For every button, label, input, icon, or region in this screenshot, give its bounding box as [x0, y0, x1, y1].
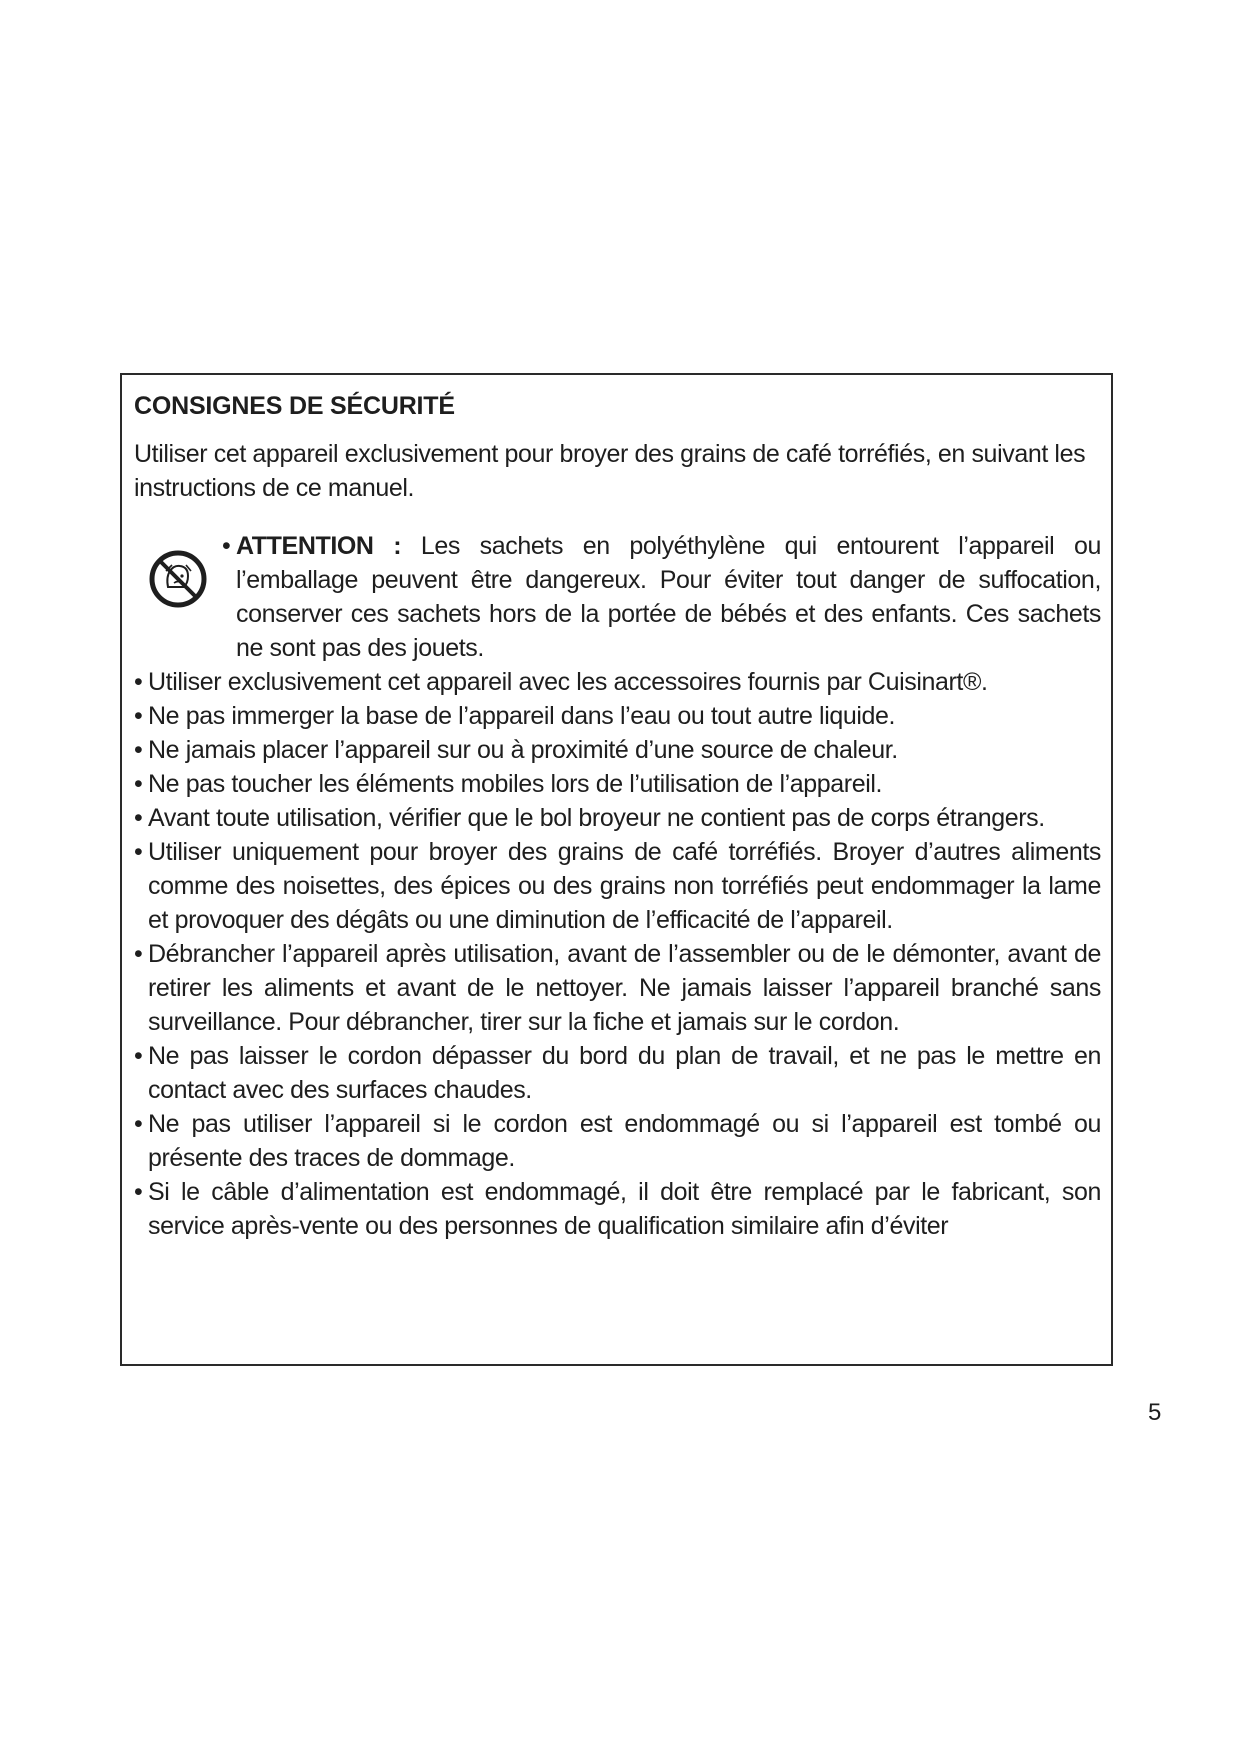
bullet-glyph: •	[134, 702, 143, 730]
bullet-glyph: •	[134, 668, 143, 696]
bullet-glyph: •	[134, 1110, 143, 1138]
list-item-text: Ne pas immerger la base de l’appareil dans l’eau ou tout autre liquide.	[148, 702, 896, 730]
list-item-text: Ne jamais placer l’appareil sur ou à proximité d’une source de chaleur.	[148, 736, 898, 764]
safety-instructions-list	[134, 665, 1101, 1243]
list-item	[134, 733, 1101, 767]
list-item-text: Ne pas toucher les éléments mobiles lors de l’utilisation de l’appareil.	[148, 770, 883, 798]
page-number: 5	[1148, 1399, 1162, 1426]
bullet-glyph: •	[134, 804, 143, 832]
bullet-glyph: •	[134, 838, 143, 866]
list-item-text: Avant toute utilisation, vérifier que le bol broyeur ne contient pas de corps étrangers.	[148, 804, 1045, 832]
safety-notice-box	[120, 373, 1113, 1366]
bullet-glyph: •	[134, 1178, 143, 1206]
list-item-text: Utiliser uniquement pour broyer des grains de café torréfiés. Broyer d’autres aliments comme des noisettes, des épices ou des grains non torréfiés peut endommager la lame et provoquer des dégâts ou une diminution de l’efficacité de l’appareil.	[148, 838, 1101, 934]
list-item	[134, 767, 1101, 801]
list-item-text: Si le câble d’alimentation est endommagé, il doit être remplacé par le fabricant, son service après-vente ou des personnes de qualification similaire afin d’éviter	[148, 1178, 1101, 1240]
warning-body: Les sachets en polyéthylène qui entourent l’appareil ou l’emballage peuvent être dangereux. Pour éviter tout danger de suffocation, conserver ces sachets hors de la portée de bébés et des enfants. Ces sachets ne sont pas des jouets.	[236, 532, 1101, 662]
warning-label: ATTENTION :	[236, 532, 402, 560]
list-item	[134, 835, 1101, 937]
bullet-glyph: •	[134, 1042, 143, 1070]
list-item-text: Ne pas laisser le cordon dépasser du bord du plan de travail, et ne pas le mettre en contact avec des surfaces chaudes.	[148, 1042, 1101, 1104]
no-plastic-bag-suffocation-icon	[148, 549, 208, 609]
list-item	[134, 665, 1101, 699]
intro-paragraph: Utiliser cet appareil exclusivement pour broyer des grains de café torréfiés, en suivant les instructions de ce manuel.	[134, 440, 1086, 502]
list-item-text: Utiliser exclusivement cet appareil avec les accessoires fournis par Cuisinart®.	[148, 668, 988, 696]
list-item	[134, 1107, 1101, 1175]
warning-block	[134, 529, 1101, 665]
list-item	[134, 699, 1101, 733]
bullet-glyph: •	[222, 532, 231, 560]
bullet-glyph: •	[134, 770, 143, 798]
list-item	[134, 1039, 1101, 1107]
list-item	[134, 1175, 1101, 1243]
list-item-text: Débrancher l’appareil après utilisation, avant de l’assembler ou de le démonter, avant de retirer les aliments et avant de le nettoyer. Ne jamais laisser l’appareil branché sans surveillance. Pour débrancher, tirer sur la fiche et jamais sur le cordon.	[148, 940, 1101, 1036]
list-item	[134, 937, 1101, 1039]
list-item	[134, 801, 1101, 835]
bullet-glyph: •	[134, 940, 143, 968]
section-heading: CONSIGNES DE SÉCURITÉ	[134, 392, 455, 420]
warning-paragraph	[222, 529, 1101, 665]
list-item-text: Ne pas utiliser l’appareil si le cordon est endommagé ou si l’appareil est tombé ou présente des traces de dommage.	[148, 1110, 1101, 1172]
bullet-glyph: •	[134, 736, 143, 764]
